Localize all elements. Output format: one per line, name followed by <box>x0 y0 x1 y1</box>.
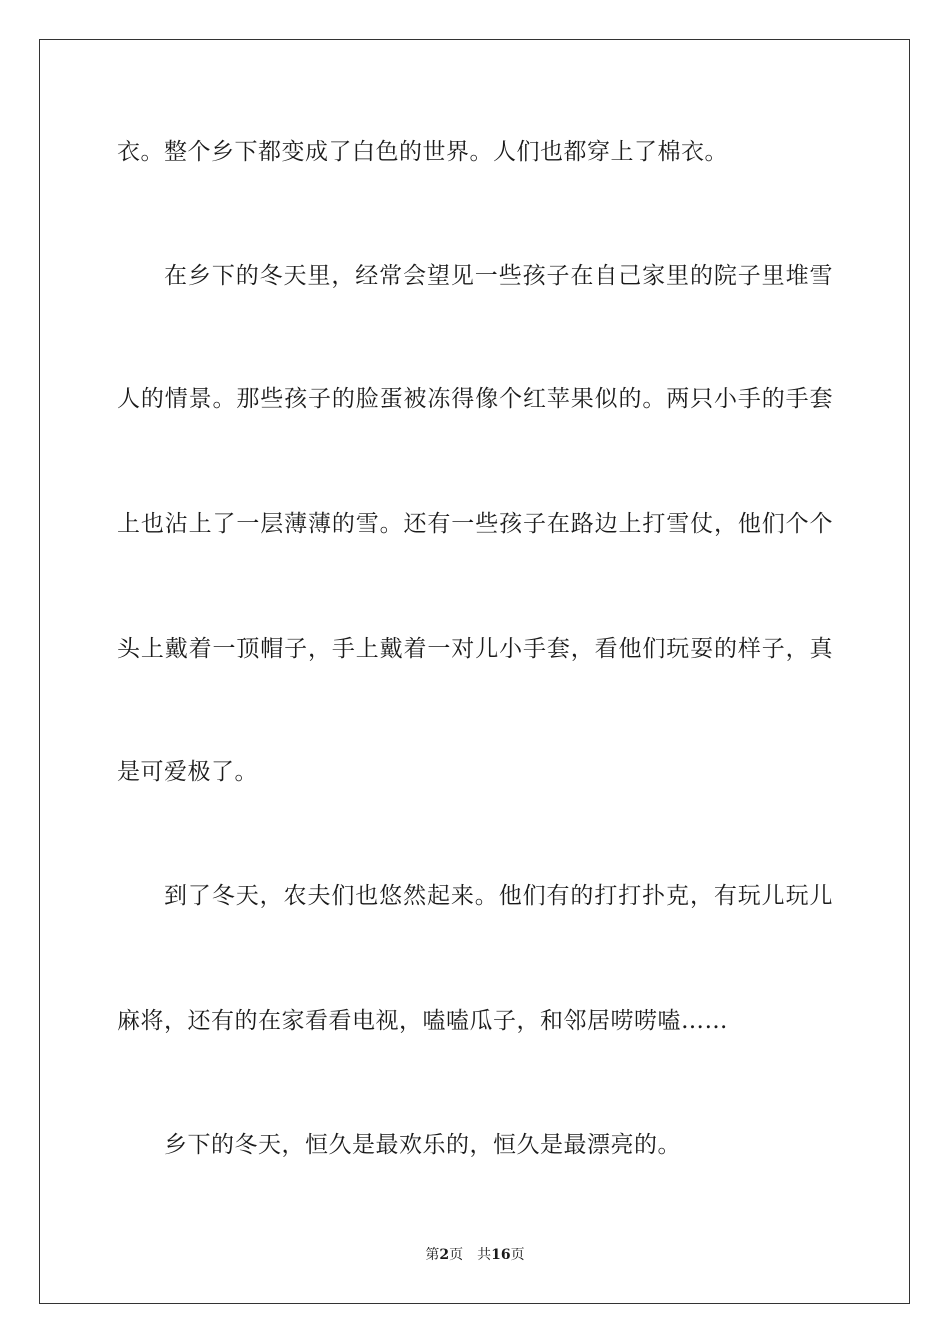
text-line-3: 人的情景。那些孩子的脸蛋被冻得像个红苹果似的。两只小手的手套 <box>117 386 833 412</box>
text-line-5: 头上戴着一顶帽子，手上戴着一对儿小手套，看他们玩耍的样子，真 <box>117 636 833 662</box>
text-line-9: 乡下的冬天，恒久是最欢乐的，恒久是最漂亮的。 <box>164 1132 681 1158</box>
text-line-1: 衣。整个乡下都变成了白色的世界。人们也都穿上了棉衣。 <box>117 139 728 165</box>
text-line-8: 麻将，还有的在家看看电视，嗑嗑瓜子，和邻居唠唠嗑…… <box>117 1008 728 1034</box>
text-line-7: 到了冬天，农夫们也悠然起来。他们有的打打扑克，有玩儿玩儿 <box>164 883 833 909</box>
footer-total-pages: 16 <box>491 1247 511 1263</box>
page-border <box>39 39 910 1304</box>
text-line-6: 是可爱极了。 <box>117 759 258 785</box>
footer-page-suffix: 页 <box>449 1247 464 1263</box>
footer-total-prefix: 共 <box>477 1247 492 1263</box>
footer-page-prefix: 第 <box>425 1247 440 1263</box>
text-line-2: 在乡下的冬天里，经常会望见一些孩子在自己家里的院子里堆雪 <box>164 263 833 289</box>
text-line-4: 上也沾上了一层薄薄的雪。还有一些孩子在路边上打雪仗，他们个个 <box>117 511 833 537</box>
page-footer <box>0 1246 950 1264</box>
footer-total-suffix: 页 <box>510 1247 525 1263</box>
footer-page-number: 2 <box>439 1247 450 1263</box>
